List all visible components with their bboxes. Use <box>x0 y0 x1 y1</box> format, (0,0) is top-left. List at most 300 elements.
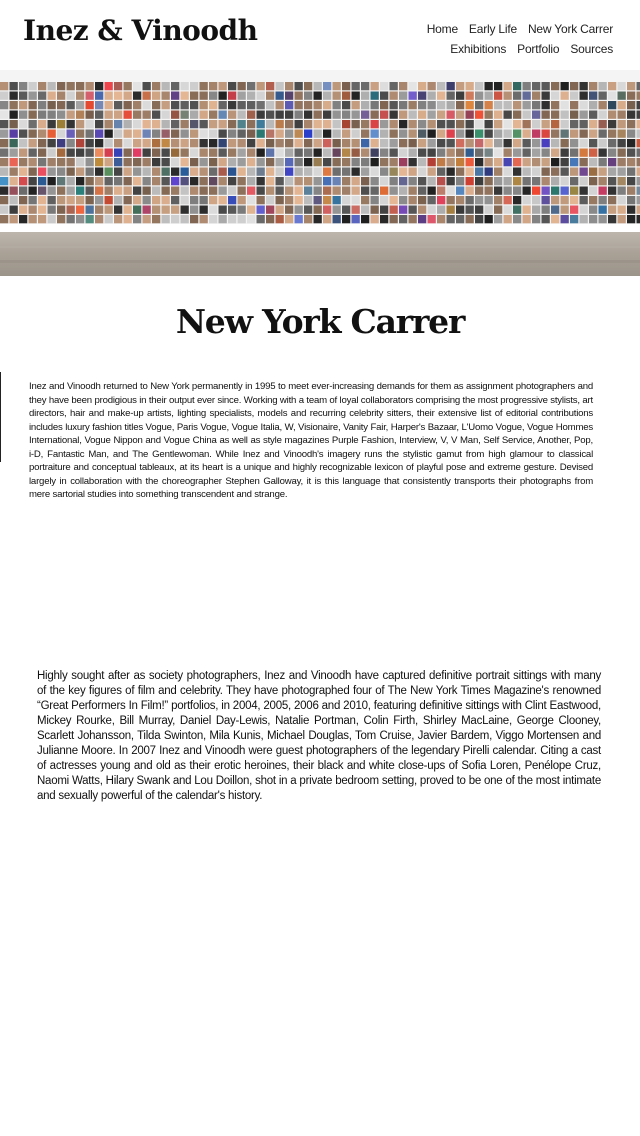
wall-photo-tile <box>314 92 322 100</box>
wall-photo-tile <box>437 139 445 147</box>
wall-photo-tile <box>618 120 626 128</box>
wall-photo-tile <box>48 215 56 223</box>
wall-photo-tile <box>409 130 417 138</box>
wall-photo-tile <box>523 196 531 204</box>
wall-photo-tile <box>67 158 75 166</box>
wall-photo-tile <box>428 196 436 204</box>
wall-photo-tile <box>257 139 265 147</box>
wall-photo-tile <box>513 168 521 176</box>
wall-photo-tile <box>475 149 483 157</box>
wall-photo-tile <box>323 215 331 223</box>
wall-photo-tile <box>380 101 388 109</box>
wall-photo-tile <box>105 101 113 109</box>
wall-photo-tile <box>67 149 75 157</box>
wall-photo-tile <box>295 215 303 223</box>
wall-photo-tile <box>67 111 75 119</box>
wall-photo-tile <box>219 92 227 100</box>
wall-photo-tile <box>494 101 502 109</box>
wall-photo-tile <box>494 120 502 128</box>
wall-photo-tile <box>513 177 521 185</box>
wall-photo-tile <box>333 158 341 166</box>
wall-photo-tile <box>608 101 616 109</box>
wall-photo-tile <box>333 206 341 214</box>
wall-photo-tile <box>542 168 550 176</box>
wall-photo-tile <box>409 92 417 100</box>
wall-photo-tile <box>209 187 217 195</box>
wall-photo-tile <box>276 215 284 223</box>
wall-photo-tile <box>152 111 160 119</box>
wall-photo-tile <box>304 111 312 119</box>
wall-photo-tile <box>76 149 84 157</box>
wall-photo-tile <box>10 158 18 166</box>
wall-photo-tile <box>95 158 103 166</box>
wall-photo-tile <box>181 82 189 90</box>
wall-photo-tile <box>162 101 170 109</box>
wall-photo-tile <box>561 92 569 100</box>
wall-photo-tile <box>637 206 640 214</box>
wall-photo-tile <box>352 196 360 204</box>
wall-photo-tile <box>0 158 8 166</box>
wall-photo-tile <box>152 120 160 128</box>
wall-photo-tile <box>181 177 189 185</box>
wall-photo-tile <box>418 120 426 128</box>
wall-photo-tile <box>447 168 455 176</box>
wall-photo-tile <box>418 215 426 223</box>
wall-photo-tile <box>219 215 227 223</box>
wall-photo-tile <box>437 177 445 185</box>
wall-photo-tile <box>437 196 445 204</box>
wall-photo-tile <box>67 215 75 223</box>
wall-photo-tile <box>304 82 312 90</box>
wall-photo-tile <box>143 130 151 138</box>
wall-photo-tile <box>48 120 56 128</box>
nav-link-portfolio[interactable]: Portfolio <box>517 42 560 56</box>
wall-photo-tile <box>190 92 198 100</box>
wall-photo-tile <box>57 130 65 138</box>
wall-photo-tile <box>304 101 312 109</box>
wall-photo-tile <box>618 92 626 100</box>
wall-photo-tile <box>19 177 27 185</box>
wall-photo-tile <box>219 82 227 90</box>
wall-photo-tile <box>0 187 8 195</box>
wall-photo-tile <box>580 82 588 90</box>
wall-photo-tile <box>181 196 189 204</box>
wall-photo-tile <box>466 177 474 185</box>
wall-photo-tile <box>399 187 407 195</box>
wall-photo-tile <box>257 149 265 157</box>
wall-photo-tile <box>561 111 569 119</box>
wall-photo-tile <box>380 111 388 119</box>
wall-photo-tile <box>95 196 103 204</box>
wall-photo-tile <box>200 111 208 119</box>
wall-photo-tile <box>418 177 426 185</box>
wall-photo-tile <box>133 101 141 109</box>
wall-photo-tile <box>494 206 502 214</box>
wall-photo-tile <box>380 158 388 166</box>
wall-photo-tile <box>143 82 151 90</box>
wall-photo-tile <box>323 187 331 195</box>
wall-photo-tile <box>428 168 436 176</box>
wall-photo-tile <box>143 196 151 204</box>
wall-photo-tile <box>181 120 189 128</box>
wall-photo-tile <box>342 130 350 138</box>
wall-photo-tile <box>456 130 464 138</box>
wall-photo-tile <box>361 101 369 109</box>
wall-photo-tile <box>67 177 75 185</box>
wall-photo-tile <box>523 82 531 90</box>
wall-photo-tile <box>29 130 37 138</box>
wall-photo-tile <box>95 139 103 147</box>
wall-photo-tile <box>371 215 379 223</box>
wall-photo-tile <box>10 101 18 109</box>
wall-photo-tile <box>0 168 8 176</box>
wall-photo-tile <box>247 130 255 138</box>
wall-photo-tile <box>456 158 464 166</box>
wall-photo-tile <box>114 111 122 119</box>
wall-photo-tile <box>219 206 227 214</box>
wall-photo-tile <box>494 196 502 204</box>
wall-photo-tile <box>409 149 417 157</box>
wall-photo-tile <box>228 215 236 223</box>
wall-photo-tile <box>570 196 578 204</box>
wall-photo-tile <box>504 92 512 100</box>
wall-photo-tile <box>437 158 445 166</box>
wall-photo-tile <box>589 130 597 138</box>
wall-photo-tile <box>314 82 322 90</box>
wall-photo-tile <box>228 101 236 109</box>
wall-photo-tile <box>219 111 227 119</box>
wall-photo-tile <box>551 111 559 119</box>
wall-photo-tile <box>380 130 388 138</box>
wall-photo-tile <box>570 149 578 157</box>
wall-photo-tile <box>57 111 65 119</box>
wall-photo-tile <box>105 206 113 214</box>
wall-photo-tile <box>570 120 578 128</box>
wall-photo-tile <box>504 101 512 109</box>
wall-photo-tile <box>323 158 331 166</box>
wall-photo-tile <box>589 139 597 147</box>
wall-photo-tile <box>67 92 75 100</box>
wall-photo-tile <box>323 196 331 204</box>
wall-photo-tile <box>618 149 626 157</box>
wall-photo-tile <box>314 158 322 166</box>
wall-photo-tile <box>295 92 303 100</box>
wall-photo-tile <box>637 82 640 90</box>
wall-photo-tile <box>361 120 369 128</box>
wall-photo-tile <box>257 130 265 138</box>
wall-photo-tile <box>200 139 208 147</box>
wall-photo-tile <box>152 92 160 100</box>
wall-photo-tile <box>333 196 341 204</box>
wall-photo-tile <box>371 206 379 214</box>
wall-photo-tile <box>86 168 94 176</box>
nav-link-new-york-carrer[interactable]: New York Carrer <box>527 22 613 36</box>
wall-photo-tile <box>257 187 265 195</box>
wall-photo-tile <box>200 130 208 138</box>
wall-photo-tile <box>456 120 464 128</box>
wall-photo-tile <box>342 92 350 100</box>
wall-photo-tile <box>19 196 27 204</box>
wall-photo-tile <box>219 149 227 157</box>
wall-photo-tile <box>29 196 37 204</box>
wall-photo-tile <box>637 130 640 138</box>
wall-photo-tile <box>295 149 303 157</box>
wall-photo-tile <box>10 196 18 204</box>
wall-photo-tile <box>133 196 141 204</box>
wall-photo-tile <box>209 206 217 214</box>
wall-photo-tile <box>390 158 398 166</box>
wall-photo-tile <box>124 215 132 223</box>
wall-photo-tile <box>29 101 37 109</box>
wall-photo-tile <box>551 168 559 176</box>
wall-photo-tile <box>276 101 284 109</box>
wall-photo-tile <box>466 196 474 204</box>
wall-photo-tile <box>532 139 540 147</box>
wall-photo-tile <box>542 206 550 214</box>
wall-photo-tile <box>209 158 217 166</box>
wall-photo-tile <box>542 139 550 147</box>
wall-photo-tile <box>371 139 379 147</box>
wall-photo-tile <box>523 92 531 100</box>
wall-photo-tile <box>295 130 303 138</box>
wall-photo-tile <box>475 206 483 214</box>
wall-photo-tile <box>532 168 540 176</box>
wall-photo-tile <box>19 111 27 119</box>
wall-photo-tile <box>466 168 474 176</box>
wall-photo-tile <box>162 187 170 195</box>
wall-photo-tile <box>599 120 607 128</box>
wall-photo-tile <box>618 82 626 90</box>
wall-photo-tile <box>190 206 198 214</box>
wall-photo-tile <box>228 168 236 176</box>
wall-photo-tile <box>95 206 103 214</box>
wall-photo-tile <box>333 101 341 109</box>
wall-photo-tile <box>181 139 189 147</box>
wall-photo-tile <box>57 177 65 185</box>
wall-photo-tile <box>114 82 122 90</box>
wall-photo-tile <box>475 120 483 128</box>
wall-photo-tile <box>456 101 464 109</box>
wall-photo-tile <box>323 82 331 90</box>
wall-photo-tile <box>228 196 236 204</box>
wall-photo-tile <box>589 101 597 109</box>
wall-photo-tile <box>266 130 274 138</box>
wall-photo-tile <box>57 82 65 90</box>
page-title: New York Carrer <box>175 302 465 341</box>
wall-photo-tile <box>152 139 160 147</box>
wall-photo-tile <box>76 215 84 223</box>
wall-photo-tile <box>352 111 360 119</box>
wall-photo-tile <box>428 187 436 195</box>
wall-photo-tile <box>285 206 293 214</box>
wall-photo-tile <box>580 149 588 157</box>
wall-photo-tile <box>608 82 616 90</box>
wall-photo-tile <box>76 101 84 109</box>
wall-photo-tile <box>323 177 331 185</box>
wall-photo-tile <box>238 101 246 109</box>
wall-photo-tile <box>599 177 607 185</box>
wall-photo-tile <box>285 139 293 147</box>
wall-photo-tile <box>219 158 227 166</box>
wall-photo-tile <box>409 82 417 90</box>
wall-photo-tile <box>143 92 151 100</box>
wall-photo-tile <box>190 130 198 138</box>
wall-photo-tile <box>437 168 445 176</box>
wall-photo-tile <box>10 206 18 214</box>
wall-photo-tile <box>532 92 540 100</box>
wall-photo-tile <box>371 149 379 157</box>
wall-photo-tile <box>76 168 84 176</box>
wall-photo-tile <box>38 82 46 90</box>
wall-photo-tile <box>257 111 265 119</box>
wall-photo-tile <box>114 120 122 128</box>
wall-photo-tile <box>285 101 293 109</box>
wall-photo-tile <box>475 215 483 223</box>
wall-photo-tile <box>29 82 37 90</box>
wall-photo-tile <box>570 92 578 100</box>
wall-photo-tile <box>485 149 493 157</box>
wall-photo-tile <box>171 177 179 185</box>
wall-photo-tile <box>276 92 284 100</box>
banner-image <box>0 70 640 276</box>
wall-photo-tile <box>285 82 293 90</box>
wall-photo-tile <box>257 158 265 166</box>
nav-link-home[interactable]: Home <box>426 22 458 36</box>
nav-link-exhibitions[interactable]: Exhibitions <box>450 42 507 56</box>
wall-photo-tile <box>48 111 56 119</box>
wall-photo-tile <box>532 101 540 109</box>
wall-photo-tile <box>589 187 597 195</box>
wall-photo-tile <box>361 149 369 157</box>
wall-photo-tile <box>29 149 37 157</box>
wall-photo-tile <box>447 120 455 128</box>
wall-photo-tile <box>285 215 293 223</box>
wall-photo-tile <box>447 187 455 195</box>
wall-photo-tile <box>494 149 502 157</box>
wall-photo-tile <box>437 120 445 128</box>
wall-photo-tile <box>599 92 607 100</box>
wall-photo-tile <box>513 101 521 109</box>
wall-photo-tile <box>247 168 255 176</box>
wall-photo-tile <box>152 82 160 90</box>
wall-photo-tile <box>238 149 246 157</box>
wall-photo-tile <box>323 206 331 214</box>
wall-photo-tile <box>504 158 512 166</box>
wall-photo-tile <box>428 92 436 100</box>
wall-photo-tile <box>219 101 227 109</box>
wall-photo-tile <box>580 196 588 204</box>
wall-photo-tile <box>10 111 18 119</box>
wall-photo-tile <box>589 111 597 119</box>
wall-photo-tile <box>200 149 208 157</box>
wall-photo-tile <box>247 92 255 100</box>
wall-photo-tile <box>171 120 179 128</box>
wall-photo-tile <box>380 168 388 176</box>
wall-photo-tile <box>105 168 113 176</box>
wall-photo-tile <box>456 177 464 185</box>
wall-photo-tile <box>456 206 464 214</box>
wall-photo-tile <box>447 101 455 109</box>
wall-photo-tile <box>380 177 388 185</box>
wall-photo-tile <box>494 168 502 176</box>
wall-photo-tile <box>152 206 160 214</box>
wall-photo-tile <box>390 120 398 128</box>
wall-photo-tile <box>143 206 151 214</box>
wall-photo-tile <box>589 215 597 223</box>
wall-photo-tile <box>209 92 217 100</box>
wall-photo-tile <box>399 82 407 90</box>
wall-photo-tile <box>190 168 198 176</box>
wall-photo-tile <box>466 215 474 223</box>
wall-photo-tile <box>257 120 265 128</box>
wall-photo-tile <box>399 111 407 119</box>
wall-photo-tile <box>105 215 113 223</box>
wall-photo-tile <box>200 196 208 204</box>
wall-photo-tile <box>551 215 559 223</box>
wall-photo-tile <box>266 101 274 109</box>
wall-photo-tile <box>48 196 56 204</box>
wall-photo-tile <box>105 196 113 204</box>
wall-photo-tile <box>10 139 18 147</box>
wall-photo-tile <box>523 130 531 138</box>
wall-photo-tile <box>589 206 597 214</box>
wall-photo-tile <box>361 130 369 138</box>
wall-photo-tile <box>542 187 550 195</box>
wall-photo-tile <box>181 168 189 176</box>
wall-photo-tile <box>247 177 255 185</box>
wall-photo-tile <box>390 82 398 90</box>
wall-photo-tile <box>390 111 398 119</box>
wall-photo-tile <box>124 82 132 90</box>
wall-photo-tile <box>257 101 265 109</box>
wall-photo-tile <box>114 130 122 138</box>
wall-photo-tile <box>551 139 559 147</box>
wall-photo-tile <box>504 177 512 185</box>
wall-photo-tile <box>580 111 588 119</box>
wall-photo-tile <box>542 101 550 109</box>
wall-photo-tile <box>19 206 27 214</box>
nav-link-sources[interactable]: Sources <box>570 42 613 56</box>
wall-photo-tile <box>304 215 312 223</box>
wall-photo-tile <box>209 120 217 128</box>
wall-photo-tile <box>361 111 369 119</box>
wall-photo-tile <box>57 187 65 195</box>
wall-photo-tile <box>466 101 474 109</box>
wall-photo-tile <box>238 215 246 223</box>
wall-photo-tile <box>627 130 635 138</box>
wall-photo-tile <box>48 130 56 138</box>
wall-photo-tile <box>523 177 531 185</box>
wall-photo-tile <box>333 82 341 90</box>
wall-photo-tile <box>523 158 531 166</box>
wall-photo-tile <box>504 196 512 204</box>
wall-photo-tile <box>86 111 94 119</box>
wall-photo-tile <box>542 82 550 90</box>
wall-photo-tile <box>86 196 94 204</box>
wall-photo-tile <box>67 168 75 176</box>
wall-photo-tile <box>95 82 103 90</box>
wall-photo-tile <box>627 149 635 157</box>
wall-photo-tile <box>114 92 122 100</box>
site-title[interactable]: Inez & Vinoodh <box>23 14 258 47</box>
wall-photo-tile <box>475 130 483 138</box>
nav-link-early-life[interactable]: Early Life <box>468 22 517 36</box>
wall-photo-tile <box>228 111 236 119</box>
wall-photo-tile <box>342 139 350 147</box>
wall-photo-tile <box>437 101 445 109</box>
wall-photo-tile <box>152 101 160 109</box>
wall-photo-tile <box>618 187 626 195</box>
